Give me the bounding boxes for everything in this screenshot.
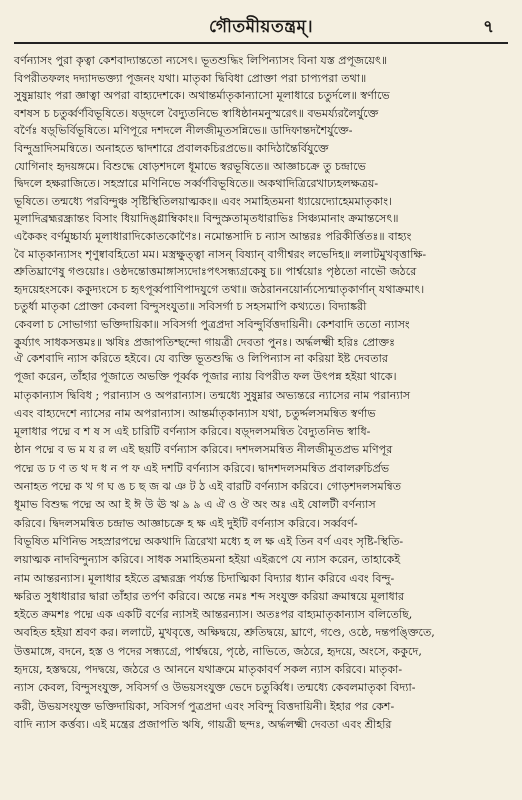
verse-line: কুর্য্যাৎ সাধকসত্তমঃ॥ ঋষিঃ প্রজাপতিশ্ছন্দো গায়ত্রী দেবতা পুনঃ। অর্দ্ধলক্ষ্মী হরিঃ প্রোক্তঃ — [14, 335, 396, 349]
commentary-line: ক্ষরিত সুধাধারার দ্বারা তাঁহার তর্পণ করিবে। অন্তে নমঃ শব্দ সংযুক্ত করিয়া ক্রমান্বয়ে মূলাধার — [14, 589, 405, 603]
verse-line: হৃদয়েহংসকে। ককুদ্যংসে চ হৃৎপূর্ব্বপাণিপাদযুগে তথা॥ জঠরাননয়োর্ন্যস্যেন্মাতৃকার্ণান্ যথাক্রমাৎ। — [14, 282, 425, 296]
commentary-line: মাতৃকান্যাস দ্বিবিধ ; পরান্যাস ও অপরান্যাস। তন্মধ্যে সুষুম্নার অভ্যন্তরে ন্যাসের নাম পরান্যাস — [14, 388, 411, 402]
commentary-line: অবহিত হইয়া শ্রবণ কর। ললাটে, মুখবৃত্তে, অক্ষিদ্বয়ে, শ্রুতিদ্বয়ে, ঘ্রাণে, গণ্ডে, ওষ্ঠে, দন্তপঙ্ক্তিতে, — [14, 626, 435, 640]
commentary-line: হৃদয়ে, হস্তদ্বয়ে, পদদ্বয়ে, জঠরে ও আননে যথাক্রমে মাতৃকাবর্ণ সকল ন্যাস করিবে। মাতৃকা- — [14, 663, 403, 677]
verse-line: একৈকং বর্ণমুচ্চার্য্য মূলাধারাদিকোতকোণৈঃ। নমোন্তসাদি চ ন্যাস আন্তরঃ পরিকীর্ত্তিতঃ॥ বাহ্যং — [14, 229, 412, 243]
commentary-line: ষ্ঠান পদ্মে ব ভ ম য র ল এই ছয়টি বর্ণন্যাস করিবে। দশদলসমন্বিত নীলজীমূতপ্রভ মণিপূর — [14, 443, 393, 457]
commentary-line: পূজা করেন, তাঁহার পূজাতে অভক্তি পূর্ব্বক পূজার ন্যায় বিপরীত ফল উৎপন্ন হইয়া থাকে। — [14, 370, 397, 384]
verse-line: বিন্দুভ্রাদিসমন্বিতে। অনাহতে দ্বাদশারে প্রবালকচিরপ্রভে॥ কাদিঠান্তৈর্বিযুক্তে — [14, 141, 329, 155]
verse-line: চতুর্ধা মাতৃকা প্রোক্তা কেবলা বিন্দুসংযুতা॥ সবিসর্গা চ সহসমাপি কথ্যতে। বিদ্যাঙ্করী — [14, 300, 367, 314]
commentary-line: বিভূষিত মণিনিভ সহস্রারপদ্মে অকথাদি ত্রিরেখা মধ্যে হ ল ক্ষ এই তিন বর্ণ এবং সৃষ্টি-স্থিতি- — [14, 534, 404, 548]
verse-line: বশষস চ চতুর্ব্বর্ণবিভূষিতে। ষড়্‌দলে বৈদ্যুতনিভে স্বাধিষ্ঠানমনুস্মরেৎ॥ বভমর্য্যরলৈর্যুক্তে — [14, 106, 379, 120]
commentary-line: করী, উভয়সংযুক্ত ভক্তিদায়িকা, সবিসর্গ পুত্রপ্রদা এবং সবিন্দু বিত্তদায়িনী। ইহার পর কেশ- — [14, 699, 395, 713]
commentary-line: লয়াত্মক নাদবিন্দুন্যাস করিবে। সাধক সমাহিতমনা হইয়া এইরূপে যে ন্যাস করেন, তাহাকেই — [14, 553, 401, 567]
verse-line: ভূষিতে। তন্মধ্যে পরবিন্দুঞ্চ সৃষ্টিস্থিতিলয়াত্মকং॥ এবং সমাহিতমনা ধ্যায়েদ্যোহেমমাতৃকাং। — [14, 194, 392, 208]
verse-line: যোগিনাং হৃদয়ঙ্গমে। বিশুদ্ধে ষোড়শদলে ধূমাভে স্বরভূষিতে॥ আজ্ঞাচক্রে তু চন্দ্রাভে — [14, 159, 366, 173]
page-title: গৌতমীয়তন্ত্রম্। — [208, 17, 314, 37]
sanskrit-verse-block — [14, 52, 510, 349]
commentary-line: এবং বাহ্যদেশে ন্যাসের নাম অপরান্যাস। আন্তর্মাতৃকান্যাস যথা, চতুর্দ্দলসমন্বিত স্বর্ণাভ — [14, 406, 376, 420]
verse-line: দ্বিদলে হক্ষরাজিতে। সহস্রারে মণিনিভে সর্ব্বর্ণবিভূষিতে॥ অকথাদিত্রিরেখাঢ্যহলক্ষত্রয়- — [14, 177, 379, 191]
commentary-line: বাদি ন্যাস কর্ত্তব্য। এই মন্ত্রের প্রজাপতি ঋষি, গায়ত্রী ছন্দঃ, অর্দ্ধলক্ষ্মী দেবতা এবং শ্রীহরি — [14, 717, 392, 731]
verse-line: শ্রুতিঘ্রাণেষু গণ্ডয়োঃ। ওষ্ঠদন্তোত্তমাঙ্গাস্যদোঃপৎসন্ধ্যগ্রকেষু চ॥ পার্শ্বয়োঃ পৃষ্ঠতো নাভৌ জঠরে — [14, 265, 417, 279]
verse-line: বৈ মাতৃকান্যাসং শৃণুষ্বাবহিতো মম। মস্ত্রক্ষুত্ত্বা নাসন্ বিষ্যান্ বাগীশ্বরং লভেদিহ॥ ললাটমুখবৃত্তাক্ষি- — [14, 247, 427, 261]
commentary-line: ধূমাভ বিশুদ্ধ পদ্মে অ আ ই ঈ উ ঊ ঋ ৯ ৯ এ ঐ ও ঔ অং অঃ এই ষোলটী বর্ণন্যাস — [14, 498, 376, 512]
commentary-line: উত্তমাঙ্গে, বদনে, হস্ত ও পদের সন্ধ্যগ্রে, পার্শ্বদ্বয়ে, পৃষ্ঠে, নাভিতে, জঠরে, হৃদয়ে, অংসে, ককুদে, — [14, 644, 422, 658]
verse-line: সুষুম্নায়াং পরা জ্ঞাত্বা অপরা বাহ্যদেশকে। অথান্তর্মাতৃকান্যাসো মূলাধারে চতুর্দলে॥ স্বর্ণাভে — [14, 89, 390, 103]
verse-line: বর্ণৈঃ ষড়্‌ভির্বিভূষিতে। মণিপূরে দশদলে নীলজীমূতসন্নিভে॥ ডাদিফান্তদশৈর্যুক্তে- — [14, 124, 353, 138]
commentary-line: অনাহত পদ্মে ক খ গ ঘ ঙ চ ছ জ ঝ ঞ ট ঠ এই বারটি বর্ণন্যাস করিবে। গোড়শদলসমন্বিত — [14, 480, 402, 494]
verse-line: বর্ণন্যাসং পুরা কৃত্বা কেশবাদ্যান্ততো ন্যসেৎ। ভূতশুদ্ধিং লিপিন্যাসং বিনা যস্ত প্রপূজয়েৎ॥ — [14, 54, 388, 67]
commentary-line: ন্যাস কেবল, বিন্দুসংযুক্ত, সবিসর্গ ও উভয়সংযুক্ত ভেদে চতুর্ব্বিধ। তন্মধ্যে কেবলমাতৃকা বিদ্যা- — [14, 681, 416, 695]
page-number: ৭ — [482, 17, 494, 37]
verse-line: কেবলা চ সোভাগ্যা ভক্তিদায়িকা॥ সবিসর্গা পুত্রপ্রদা সবিন্দুর্বিত্তদায়িনী। কেশবাদি ততো ন্যাসং — [14, 317, 410, 331]
verse-line: বিপরীতফলং দদ্যাদভক্ত্যা পূজনং যথা। মাতৃকা দ্বিবিধা প্রোক্তা পরা চাপ্যপরা তথা॥ — [14, 71, 367, 85]
commentary-line: পদ্মে ড ঢ ণ ত থ দ ধ ন প ফ এই দশটি বর্ণন্যাস করিবে। দ্বাদশদলসমন্বিত প্রবালরুচির্প্রভ — [14, 461, 390, 475]
verse-line: মূলাদিব্রহ্মরন্ধ্রান্তং বিসাং ধিয়াদিঙ্গ্লাম্বিকাং॥ বিন্দুস্রুতামৃতধারাভিঃ সিঞ্চ্যমানাং ক্রমান্তসেৎ॥ — [14, 212, 399, 226]
bengali-commentary-block — [14, 350, 510, 792]
page-header — [14, 8, 508, 44]
commentary-line: নাম আন্তরন্যাস। মূলাধার হইতে ব্রহ্মরন্ধ্র পর্য্যন্ত চিদাত্মিকা বিদ্যার ধ্যান করিবে এবং বিন্দু- — [14, 571, 395, 585]
commentary-line: হইতে ক্রমশঃ পদ্মে এক একটি বর্ণের ন্যাসই আন্তরন্যাস। অতঃপর বাহ্যমাতৃকান্যাস বলিতেছি, — [14, 608, 413, 622]
commentary-line: করিবে। দ্বিদলসমন্বিত চন্দ্রাভ আজ্ঞাচক্রে হ ক্ষ এই দুইটি বর্ণন্যাস করিবে। সর্ব্ববর্ণ- — [14, 516, 358, 530]
commentary-line: ঐ কেশবাদি ন্যাস করিতে হইবে। যে ব্যক্তি ভূতশুদ্ধি ও লিপিন্যাস না করিয়া ইষ্ট দেবতার — [14, 352, 388, 365]
commentary-line: মূলাধার পদ্মে ব শ ষ স এই চারিটি বর্ণন্যাস করিবে। ষড়্‌দলসমন্বিত বৈদ্যুতনিভ স্বাধি- — [14, 425, 371, 439]
